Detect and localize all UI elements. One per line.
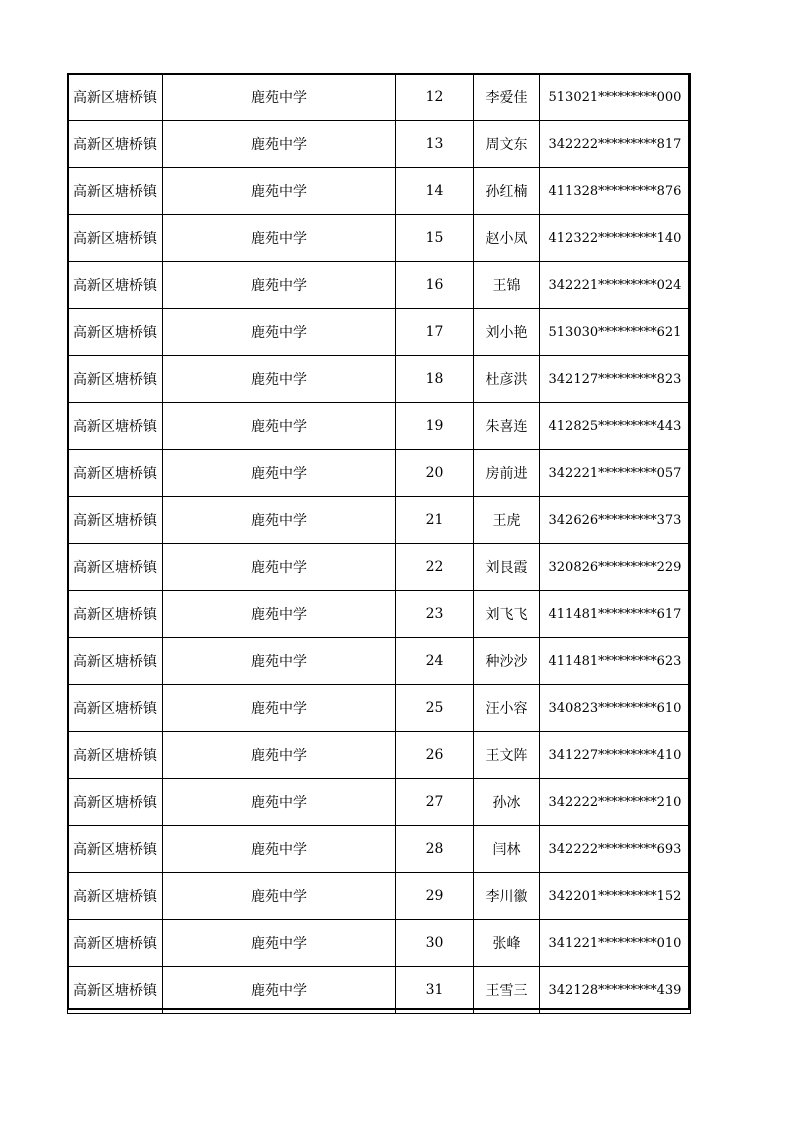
number-cell: 22 <box>396 544 474 591</box>
person-name-cell: 刘飞飞 <box>474 591 540 638</box>
roster-table <box>67 73 691 1014</box>
table-row <box>68 638 691 685</box>
number-cell: 24 <box>396 638 474 685</box>
school-cell: 鹿苑中学 <box>163 920 396 967</box>
district-cell: 高新区塘桥镇 <box>68 967 163 1014</box>
table-row <box>68 873 691 920</box>
school-cell: 鹿苑中学 <box>163 873 396 920</box>
person-name-cell: 王锦 <box>474 262 540 309</box>
school-cell: 鹿苑中学 <box>163 544 396 591</box>
id-number-cell: 342127*********823 <box>540 356 691 403</box>
district-cell: 高新区塘桥镇 <box>68 356 163 403</box>
table-row <box>68 309 691 356</box>
person-name-cell: 王雪三 <box>474 967 540 1014</box>
id-number-cell: 320826*********229 <box>540 544 691 591</box>
number-cell: 16 <box>396 262 474 309</box>
school-cell: 鹿苑中学 <box>163 497 396 544</box>
person-name-cell: 房前进 <box>474 450 540 497</box>
id-number-cell: 342222*********693 <box>540 826 691 873</box>
table-row <box>68 74 691 121</box>
id-number-cell: 342201*********152 <box>540 873 691 920</box>
school-cell: 鹿苑中学 <box>163 826 396 873</box>
school-cell: 鹿苑中学 <box>163 967 396 1014</box>
district-cell: 高新区塘桥镇 <box>68 403 163 450</box>
table-row <box>68 967 691 1014</box>
number-cell: 23 <box>396 591 474 638</box>
table-row <box>68 544 691 591</box>
table-row <box>68 450 691 497</box>
id-number-cell: 342626*********373 <box>540 497 691 544</box>
number-cell: 28 <box>396 826 474 873</box>
number-cell: 21 <box>396 497 474 544</box>
person-name-cell: 朱喜连 <box>474 403 540 450</box>
number-cell: 26 <box>396 732 474 779</box>
school-cell: 鹿苑中学 <box>163 168 396 215</box>
school-cell: 鹿苑中学 <box>163 685 396 732</box>
school-cell: 鹿苑中学 <box>163 779 396 826</box>
person-name-cell: 赵小凤 <box>474 215 540 262</box>
school-cell: 鹿苑中学 <box>163 450 396 497</box>
person-name-cell: 刘小艳 <box>474 309 540 356</box>
person-name-cell: 杜彦洪 <box>474 356 540 403</box>
person-name-cell: 刘艮霞 <box>474 544 540 591</box>
number-cell: 30 <box>396 920 474 967</box>
table-row <box>68 920 691 967</box>
person-name-cell: 王虎 <box>474 497 540 544</box>
id-number-cell: 342222*********210 <box>540 779 691 826</box>
number-cell: 17 <box>396 309 474 356</box>
person-name-cell: 闫林 <box>474 826 540 873</box>
number-cell: 20 <box>396 450 474 497</box>
number-cell: 18 <box>396 356 474 403</box>
district-cell: 高新区塘桥镇 <box>68 309 163 356</box>
id-number-cell: 341221*********010 <box>540 920 691 967</box>
id-number-cell: 412322*********140 <box>540 215 691 262</box>
id-number-cell: 341227*********410 <box>540 732 691 779</box>
table-row <box>68 262 691 309</box>
table-row <box>68 215 691 262</box>
table-row <box>68 732 691 779</box>
id-number-cell: 342222*********817 <box>540 121 691 168</box>
person-name-cell: 张峰 <box>474 920 540 967</box>
table-row <box>68 356 691 403</box>
table-row <box>68 826 691 873</box>
id-number-cell: 340823*********610 <box>540 685 691 732</box>
number-cell: 27 <box>396 779 474 826</box>
district-cell: 高新区塘桥镇 <box>68 497 163 544</box>
person-name-cell: 孙冰 <box>474 779 540 826</box>
school-cell: 鹿苑中学 <box>163 309 396 356</box>
table-row <box>68 591 691 638</box>
district-cell: 高新区塘桥镇 <box>68 168 163 215</box>
id-number-cell: 412825*********443 <box>540 403 691 450</box>
person-name-cell: 孙红楠 <box>474 168 540 215</box>
district-cell: 高新区塘桥镇 <box>68 873 163 920</box>
number-cell: 31 <box>396 967 474 1014</box>
district-cell: 高新区塘桥镇 <box>68 920 163 967</box>
school-cell: 鹿苑中学 <box>163 121 396 168</box>
number-cell: 14 <box>396 168 474 215</box>
number-cell: 25 <box>396 685 474 732</box>
district-cell: 高新区塘桥镇 <box>68 215 163 262</box>
district-cell: 高新区塘桥镇 <box>68 121 163 168</box>
roster-table-body <box>68 74 691 1014</box>
district-cell: 高新区塘桥镇 <box>68 450 163 497</box>
district-cell: 高新区塘桥镇 <box>68 74 163 121</box>
district-cell: 高新区塘桥镇 <box>68 685 163 732</box>
id-number-cell: 342128*********439 <box>540 967 691 1014</box>
district-cell: 高新区塘桥镇 <box>68 638 163 685</box>
school-cell: 鹿苑中学 <box>163 215 396 262</box>
district-cell: 高新区塘桥镇 <box>68 591 163 638</box>
school-cell: 鹿苑中学 <box>163 591 396 638</box>
table-row <box>68 121 691 168</box>
number-cell: 15 <box>396 215 474 262</box>
school-cell: 鹿苑中学 <box>163 732 396 779</box>
district-cell: 高新区塘桥镇 <box>68 779 163 826</box>
id-number-cell: 411328*********876 <box>540 168 691 215</box>
id-number-cell: 411481*********623 <box>540 638 691 685</box>
school-cell: 鹿苑中学 <box>163 262 396 309</box>
number-cell: 29 <box>396 873 474 920</box>
school-cell: 鹿苑中学 <box>163 638 396 685</box>
id-number-cell: 411481*********617 <box>540 591 691 638</box>
district-cell: 高新区塘桥镇 <box>68 544 163 591</box>
table-row <box>68 403 691 450</box>
person-name-cell: 汪小容 <box>474 685 540 732</box>
person-name-cell: 李爱佳 <box>474 74 540 121</box>
school-cell: 鹿苑中学 <box>163 74 396 121</box>
table-row <box>68 168 691 215</box>
id-number-cell: 342221*********024 <box>540 262 691 309</box>
district-cell: 高新区塘桥镇 <box>68 826 163 873</box>
table-row <box>68 685 691 732</box>
person-name-cell: 周文东 <box>474 121 540 168</box>
id-number-cell: 513021*********000 <box>540 74 691 121</box>
id-number-cell: 342221*********057 <box>540 450 691 497</box>
table-row <box>68 779 691 826</box>
district-cell: 高新区塘桥镇 <box>68 732 163 779</box>
number-cell: 13 <box>396 121 474 168</box>
number-cell: 19 <box>396 403 474 450</box>
district-cell: 高新区塘桥镇 <box>68 262 163 309</box>
person-name-cell: 种沙沙 <box>474 638 540 685</box>
school-cell: 鹿苑中学 <box>163 356 396 403</box>
school-cell: 鹿苑中学 <box>163 403 396 450</box>
person-name-cell: 王文阵 <box>474 732 540 779</box>
person-name-cell: 李川徽 <box>474 873 540 920</box>
number-cell: 12 <box>396 74 474 121</box>
table-row <box>68 497 691 544</box>
id-number-cell: 513030*********621 <box>540 309 691 356</box>
